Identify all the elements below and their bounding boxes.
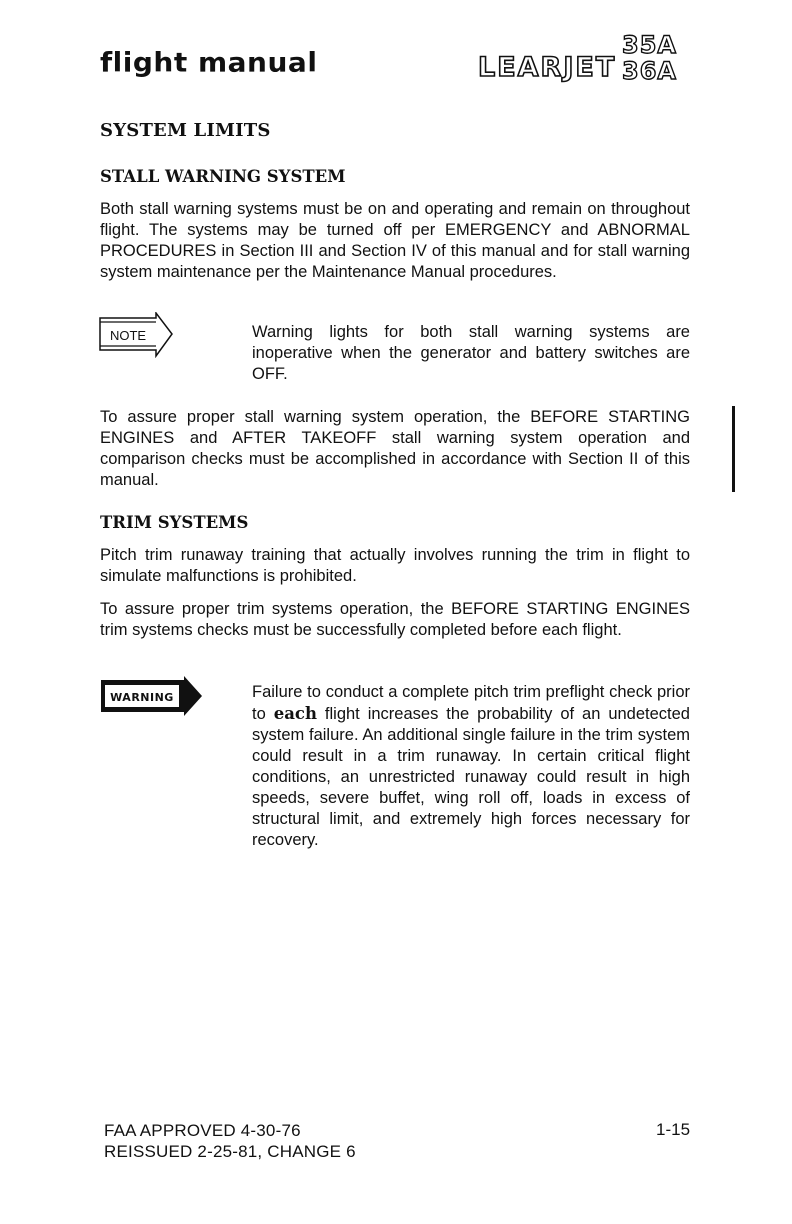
manual-title: flight manual [100,46,318,79]
note-text: Warning lights for both stall warning systems are inoperative when the generator and battery switches are OFF. [252,323,690,383]
warning-icon [100,676,206,716]
model-top: 35A [622,31,677,59]
warning-text [252,682,690,851]
warning-label: WARNING [110,691,174,704]
stall-paragraph-2: To assure proper stall warning system operation, the BEFORE STARTING ENGINES and AFTER TAKEOFF stall warning system operation and comparison checks must be accomplished in accordance with Section II of this manual. [100,408,690,489]
footer-reissued: REISSUED 2-25-81, CHANGE 6 [104,1142,356,1161]
note-label: NOTE [109,328,147,343]
footer-approved-date: FAA APPROVED 4-30-76 [104,1121,301,1140]
stall-warning-heading: STALL WARNING SYSTEM [100,167,346,186]
trim-systems-heading: TRIM SYSTEMS [100,513,249,532]
stall-paragraph-1: Both stall warning systems must be on and operating and remain on throughout flight. The systems may be turned off per EMERGENCY and ABNORMAL PROCEDURES in Section III and Section IV of this manual and for stall warning system maintenance per the Maintenance Manual procedures. [100,200,690,281]
trim-paragraph-2: To assure proper trim systems operation, the BEFORE STARTING ENGINES trim systems checks must be successfully completed before each flight. [100,600,690,639]
logo-models [622,32,682,84]
warning-text-emphasis: each [273,704,317,723]
footer-approval [104,1120,356,1162]
warning-text-pre: Failure to conduct a complete pitch trim preflight check prior to [252,683,690,723]
warning-text-post: flight increases the probability of an undetected system failure. An additional single failure in the trim system could result in a trim runaway. In certain critical flight conditions, an unrestricted runaway could result in high speeds, severe buffet, wing roll off, loads in excess of structural limit, and extremely high forces necessary for recovery. [252,705,690,849]
section-title: SYSTEM LIMITS [100,120,271,141]
logo-text: LEARJET [478,52,617,83]
note-icon [98,312,178,358]
trim-paragraph-1: Pitch trim runaway training that actually involves running the trim in flight to simulate malfunctions is prohibited. [100,546,690,585]
model-bottom: 36A [622,57,677,85]
change-bar [732,406,735,492]
page-number: 1-15 [656,1120,691,1139]
